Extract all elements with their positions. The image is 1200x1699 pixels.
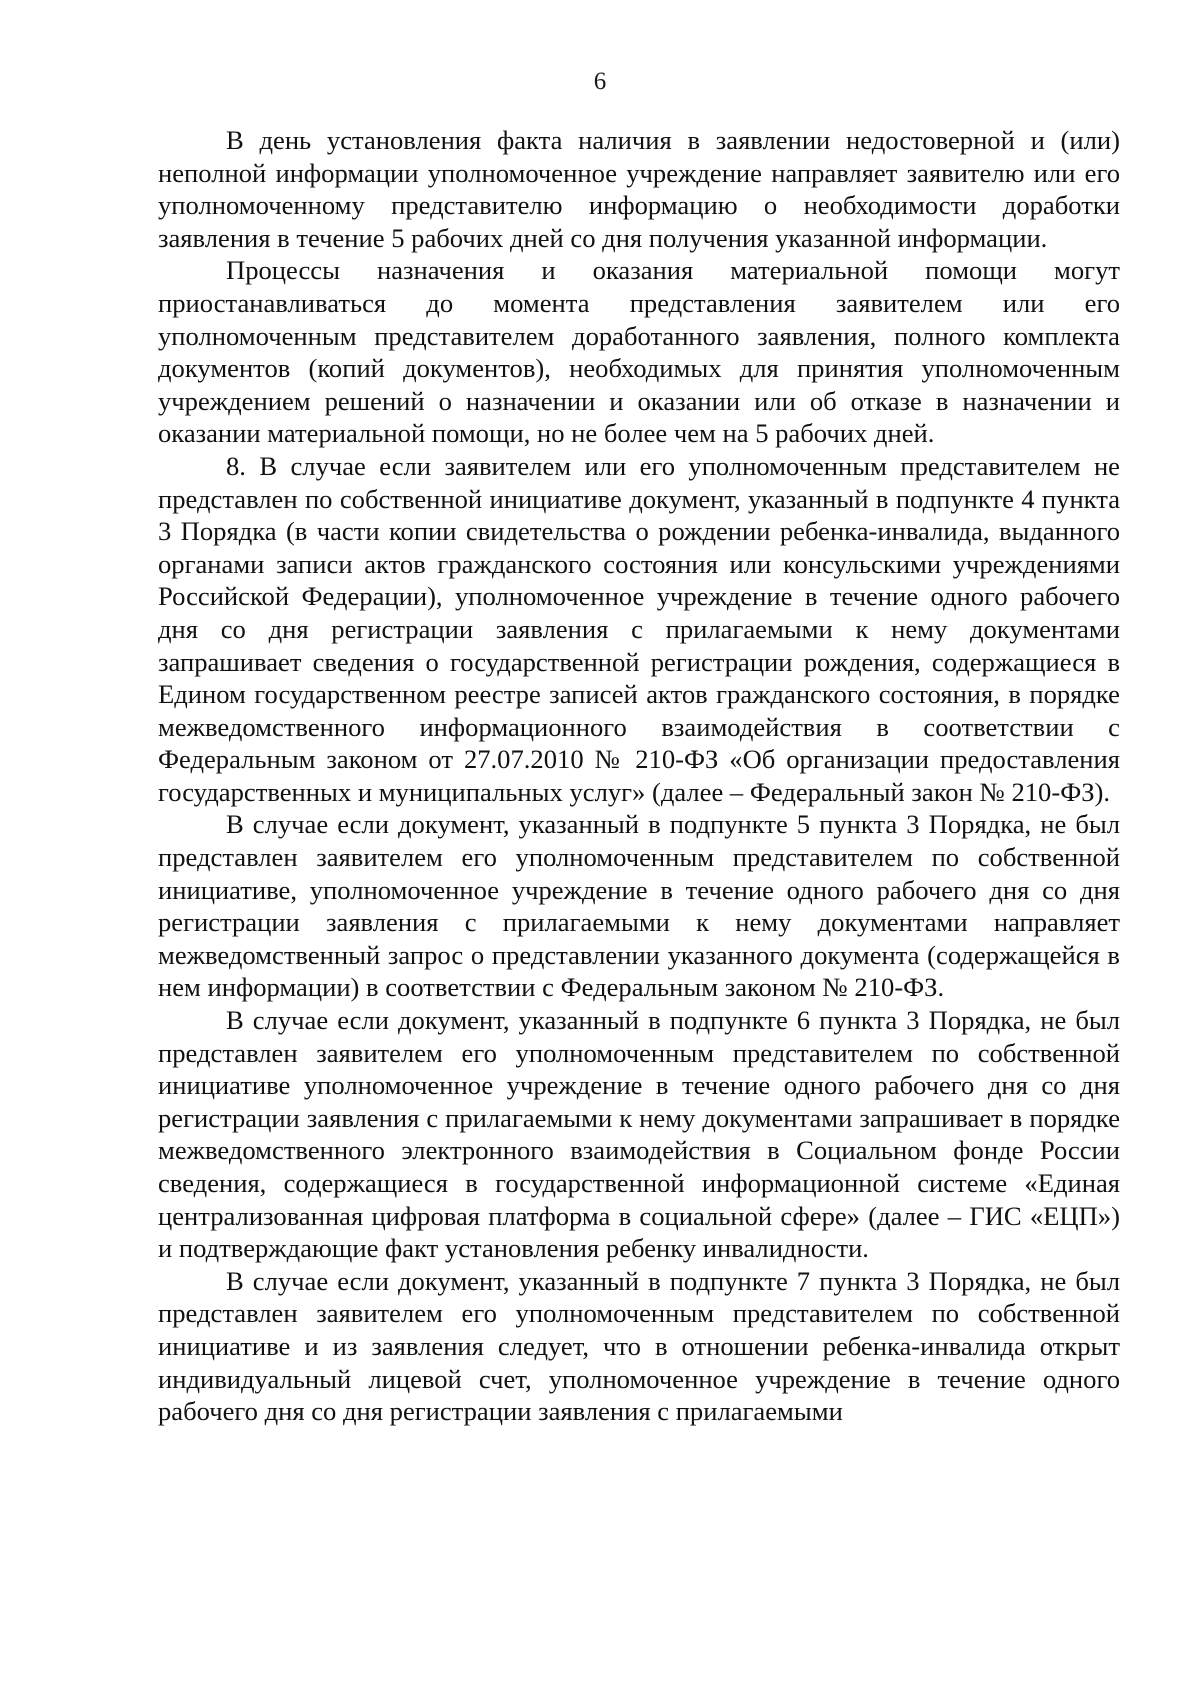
paragraph-process-suspension: Процессы назначения и оказания материальной помощи могут приостанавливаться до момента представления заявителем или его уполномоченным представителем доработанного заявления, полного комплекта документов (копий документов), необходимых для принятия уполномоченным учреждением решений о назначении и оказании или об отказе в назначении и оказании материальной помощи, но не более чем на 5 рабочих дней. xyxy=(158,255,1120,449)
page-number: 6 xyxy=(593,68,607,95)
paragraph-item-8-birth-certificate: 8. В случае если заявителем или его уполномоченным представителем не представлен по собственной инициативе документ, указанный в подпункте 4 пункта 3 Порядка (в части копии свидетельства о рождении ребенка-инвалида, выданного органами записи актов гражданского состояния или консульскими учреждениями Российской Федерации), уполномоченное учреждение в течение одного рабочего дня со дня регистрации заявления с прилагаемыми к нему документами запрашивает сведения о государственной регистрации рождения, содержащиеся в Едином государственном реестре записей актов гражданского состояния, в порядке межведомственного информационного взаимодействия в соответствии с Федеральным законом от 27.07.2010 № 210-ФЗ «Об организации предоставления государственных и муниципальных услуг» (далее – Федеральный закон № 210-ФЗ). xyxy=(158,450,1120,807)
paragraph-incomplete-info-notice: В день установления факта наличия в заявлении недостоверной и (или) неполной информации уполномоченное учреждение направляет заявителю или его уполномоченному представителю информацию о необходимости доработки заявления в течение 5 рабочих дней со дня получения указанной информации. xyxy=(158,125,1120,253)
paragraph-subitem-5-request: В случае если документ, указанный в подпункте 5 пункта 3 Порядка, не был представлен заявителем его уполномоченным представителем по собственной инициативе, уполномоченное учреждение в течение одного рабочего дня со дня регистрации заявления с прилагаемыми к нему документами направляет межведомственный запрос о представлении указанного документа (содержащейся в нем информации) в соответствии с Федеральным законом № 210-ФЗ. xyxy=(158,809,1120,1003)
paragraph-subitem-6-request: В случае если документ, указанный в подпункте 6 пункта 3 Порядка, не был представлен заявителем его уполномоченным представителем по собственной инициативе уполномоченное учреждение в течение одного рабочего дня со дня регистрации заявления с прилагаемыми к нему документами запрашивает в порядке межведомственного электронного взаимодействия в Социальном фонде России сведения, содержащиеся в государственной информационной системе «Единая централизованная цифровая платформа в социальной сфере» (далее – ГИС «ЕЦП») и подтверждающие факт установления ребенку инвалидности. xyxy=(158,1005,1120,1264)
document-body xyxy=(158,124,1120,1428)
paragraph-subitem-7-request: В случае если документ, указанный в подпункте 7 пункта 3 Порядка, не был представлен заявителем его уполномоченным представителем по собственной инициативе и из заявления следует, что в отношении ребенка-инвалида открыт индивидуальный лицевой счет, уполномоченное учреждение в течение одного рабочего дня со дня регистрации заявления с прилагаемыми xyxy=(158,1265,1120,1427)
